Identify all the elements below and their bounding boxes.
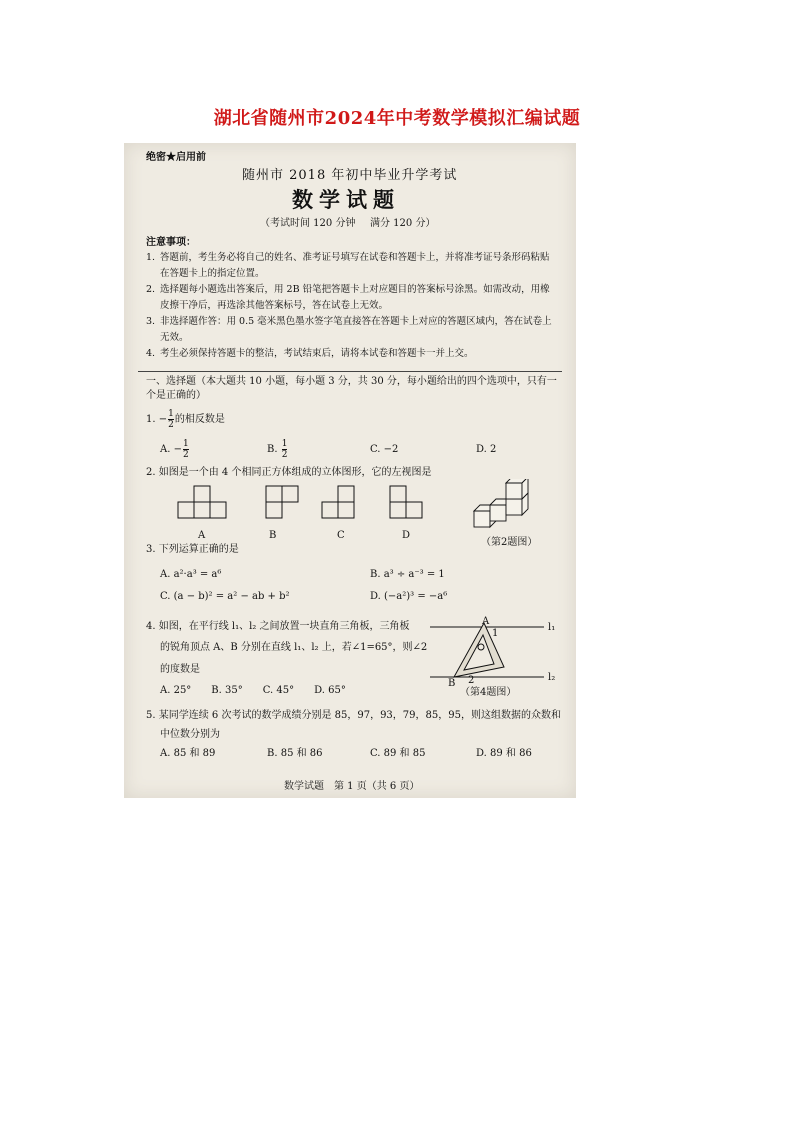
question-1-option-d: D. 2 <box>476 444 497 455</box>
question-5-option-d: D. 89 和 86 <box>476 748 532 759</box>
question-5-option-a: A. 85 和 89 <box>160 748 216 759</box>
cube-stack-figure <box>468 479 548 539</box>
exam-name: 随州市 2018 年初中毕业升学考试 <box>242 168 458 183</box>
question-4-line-2: 的锐角顶点 A、B 分别在直线 l₁、l₂ 上，若∠1=65°，则∠2 <box>160 642 428 653</box>
note-text: 答题前，考生务必将自己的姓名、准考证号填写在试卷和答题卡上，并将准考证号条形码粘贴在答题卡上的指定位置。 <box>160 252 550 279</box>
page-footer: 数学试题 第 1 页（共 6 页） <box>284 781 420 792</box>
note-text: 非选择题作答：用 0.5 毫米黑色墨水签字笔直接答在答题卡上对应的答题区域内，答在试卷上无效。 <box>160 316 552 343</box>
note-item <box>146 346 556 362</box>
note-item <box>146 282 556 314</box>
figure-4-angle-2: 2 <box>468 675 475 686</box>
question-1-option-c: C. −2 <box>370 444 399 455</box>
notes-title: 注意事项： <box>146 237 196 248</box>
question-3-stem: 3. 下列运算正确的是 <box>146 544 239 555</box>
section-title: 一、选择题（本大题共 10 小题，每小题 3 分，共 30 分，每小题给出的四个选项中，只有一个是正确的） <box>146 376 557 401</box>
note-item <box>146 250 556 282</box>
figure-4-line-l1: l₁ <box>548 622 556 633</box>
note-number: 3. <box>146 316 156 327</box>
note-number: 1. <box>146 252 156 263</box>
question-1-stem: 1. − $\frac{1}{2}$ 的相反数是 <box>146 409 225 430</box>
exam-subject-title: 数学试题 <box>292 187 400 212</box>
figure-4-point-a: A <box>482 616 490 627</box>
fraction: $\frac{1}{2}$ <box>168 409 174 430</box>
note-item <box>146 314 556 346</box>
question-2-stem: 2. 如图是一个由 4 个相同正方体组成的立体图形，它的左视图是 <box>146 467 432 478</box>
note-number: 4. <box>146 348 156 359</box>
question-1-option-a: A. − $\frac{1}{2}$ <box>160 439 189 460</box>
question-4-line-1: 4. 如图，在平行线 l₁、l₂ 之间放置一块直角三角板，三角板 <box>146 621 410 632</box>
section-divider <box>138 371 562 372</box>
exam-time: （考试时间 120 分钟 <box>260 218 356 229</box>
question-2-label-c: C <box>337 530 345 541</box>
question-3-option-b: B. a³ ÷ a⁻³ = 1 <box>370 569 445 580</box>
figure-4-angle-1: 1 <box>492 628 499 639</box>
triangle-parallel-lines-figure <box>426 615 556 695</box>
note-text: 选择题每小题选出答案后，用 2B 铅笔把答题卡上对应题目的答案标号涂黑。如需改动，用橡皮擦干净后，再选涂其他答案标号，答在试卷上无效。 <box>160 284 550 311</box>
question-5-line-2: 中位数分别为 <box>160 729 220 740</box>
figure-4-line-l2: l₂ <box>548 672 556 683</box>
exam-score: 满分 120 分） <box>370 218 436 229</box>
document-title: 湖北省随州市2024年中考数学模拟汇编试题 <box>213 108 581 129</box>
question-5-option-b: B. 85 和 86 <box>267 748 323 759</box>
question-1-option-b: B. $\frac{1}{2}$ <box>267 439 288 460</box>
question-5-line-1: 5. 某同学连续 6 次考试的数学成绩分别是 85，97，93，79，85，95，则这组数据的众数和 <box>146 710 561 721</box>
question-4-line-3: 的度数是 <box>160 664 200 675</box>
figure-4-point-b: B <box>448 678 456 689</box>
question-3-option-c: C. (a − b)² = a² − ab + b² <box>160 591 290 602</box>
note-text: 考生必须保持答题卡的整洁，考试结束后，请将本试卷和答题卡一并上交。 <box>160 348 474 359</box>
question-3-option-d: D. (−a²)³ = −a⁶ <box>370 591 448 602</box>
question-4-caption: （第4题图） <box>460 687 517 698</box>
question-2-label-b: B <box>269 530 277 541</box>
question-2-options-figure <box>174 483 484 543</box>
scanned-exam-page <box>124 143 576 798</box>
question-2-label-d: D <box>402 530 411 541</box>
question-2-caption: （第2题图） <box>481 537 538 548</box>
question-4-options: A. 25° B. 35° C. 45° D. 65° <box>160 685 346 696</box>
question-3-option-a: A. a²·a³ = a⁶ <box>160 569 222 580</box>
question-2-label-a: A <box>198 530 206 541</box>
question-5-option-c: C. 89 和 85 <box>370 748 426 759</box>
secret-label: 绝密★启用前 <box>146 152 206 163</box>
note-number: 2. <box>146 284 156 295</box>
